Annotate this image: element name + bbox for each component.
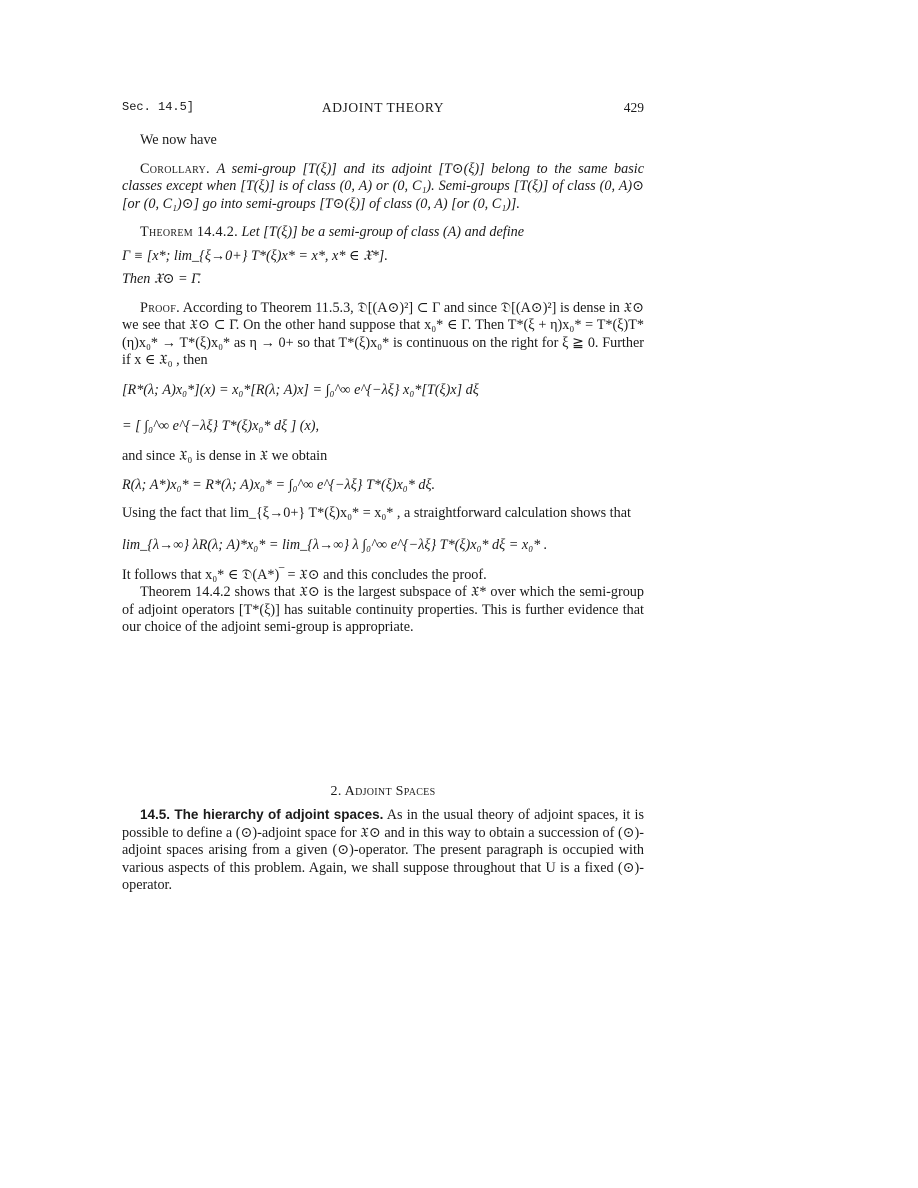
corollary [122, 161, 644, 214]
intro-line: We now have [140, 132, 217, 148]
corollary-text: A semi-group [T(ξ)] and its adjoint [T⊙(ξ)] belong to the same basic classes except when [T(ξ)] is of class (0, A) or (0, C₁). Semi-groups [T(ξ)] of class (0, A)⊙ [or (0, C₁)⊙] go into semi-groups [T⊙(ξ)] of class (0, A) [or (0, C₁)]. [122, 160, 644, 212]
equation-4: lim_{λ→∞} λR(λ; A)*x₀* = lim_{λ→∞} λ ∫₀^∞ e^{−λξ} T*(ξ)x₀* dξ = x₀* . [122, 536, 548, 553]
subsection-heading: 14.5. The hierarchy of adjoint spaces. [140, 807, 384, 822]
section-reference: Sec. 14.5] [122, 100, 195, 114]
subsection-text: As in the usual theory of adjoint spaces, it is possible to define a (⊙)-adjoint space for 𝔛⊙ and in this way to obtain a succession of (⊙)-adjoint spaces arising from a given (⊙)-operator. The present paragraph is occupied with various aspects of this problem. Again, we shall suppose throughout that U is a fixed (⊙)-operator. [122, 807, 644, 893]
section-2-body [122, 806, 644, 895]
page-number: 429 [623, 100, 644, 115]
theorem [122, 224, 644, 242]
equation-3: R(λ; A*)x₀* = R*(λ; A)x₀* = ∫₀^∞ e^{−λξ} T*(ξ)x₀* dξ. [122, 477, 436, 493]
theorem-text: Let [T(ξ)] be a semi-group of class (A) and define [241, 224, 525, 240]
page-body [122, 132, 644, 637]
section-title: 2. Adjoint Spaces [330, 784, 436, 799]
and-since-line: and since 𝔛₀ is dense in 𝔛 we obtain [122, 447, 328, 464]
remark-paragraph: Theorem 14.4.2 shows that 𝔛⊙ is the largest subspace of 𝔛* over which the semi-group of adjoint operators [T*(ξ)] has suitable continuity properties. This is further evidence that our choice of the adjoint semi-group is appropriate. [122, 584, 644, 635]
equation-2: = [ ∫₀^∞ e^{−λξ} T*(ξ)x₀* dξ ] (x), [122, 417, 320, 434]
proof-label: Proof. [140, 299, 180, 316]
proof-text: According to Theorem 11.5.3, 𝔇[(A⊙)²] ⊂ Γ and since 𝔇[(A⊙)²] is dense in 𝔛⊙ we see that 𝔛⊙ ⊂ Γ̄. On the other hand suppose that x₀* ∈ Γ. Then T*(ξ + η)x₀* = T*(ξ)T*(η)x₀* → T*(ξ)x₀* as η → 0+ so that T*(ξ)x₀* is continuous on the right for ξ ≧ 0. Further if x ∈ 𝔛₀ , then [122, 299, 645, 368]
follows-text: It follows that x₀* ∈ 𝔇(A*)‾ = 𝔛⊙ and this concludes the proof. [122, 566, 487, 583]
running-header [122, 100, 644, 120]
proof [122, 300, 644, 370]
theorem-conclusion: Then 𝔛⊙ = Γ̄. [122, 271, 201, 287]
theorem-label: Theorem 14.4.2. [140, 224, 238, 240]
equation-1: [R*(λ; A)x₀*](x) = x₀*[R(λ; A)x] = ∫₀^∞ e^{−λξ} x₀*[T(ξ)x] dξ [122, 381, 479, 398]
using-text: Using the fact that lim_{ξ→0+} T*(ξ)x₀* = x₀* , a straightforward calculation shows that [122, 505, 631, 521]
corollary-label: Corollary. [140, 160, 210, 177]
equation-gamma: Γ ≡ [x*; lim_{ξ→0+} T*(ξ)x* = x*, x* ∈ 𝔛*]. [122, 247, 388, 264]
running-title: ADJOINT THEORY [321, 100, 445, 115]
section-2-paragraph [122, 806, 644, 895]
